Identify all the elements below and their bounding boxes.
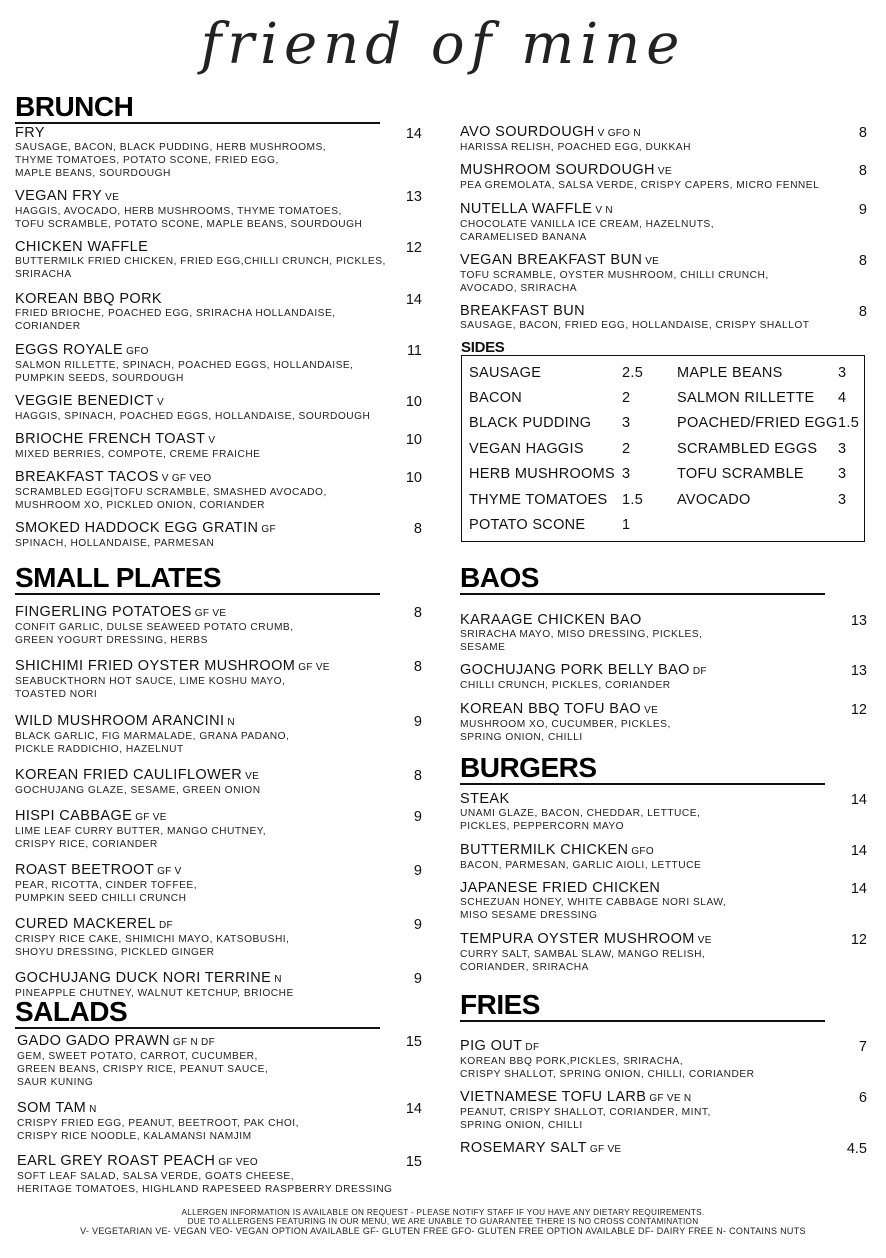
- menu-item: [460, 163, 819, 192]
- side-item-name: THYME TOMATOES: [469, 492, 608, 508]
- menu-item: [17, 1034, 268, 1089]
- menu-item-description: SCRAMBLED EGG|TOFU SCRAMBLE, SMASHED AVOCADO, MUSHROOM XO, PICKLED ONION, CORIANDER: [15, 487, 327, 511]
- side-item-price: 3: [622, 415, 631, 431]
- menu-item-description: CONFIT GARLIC, DULSE SEAWEED POTATO CRUMB, GREEN YOGURT DRESSING, HERBS: [15, 622, 294, 646]
- menu-item-description: GEM, SWEET POTATO, CARROT, CUCUMBER, GREEN BEANS, CRISPY RICE, PEANUT SAUCE, SAUR KUNING: [17, 1051, 269, 1088]
- side-item-price: 3: [838, 365, 847, 381]
- menu-item-description: CURRY SALT, SAMBAL SLAW, MANGO RELISH, CORIANDER, SRIRACHA: [460, 949, 706, 973]
- menu-item-price: 12: [850, 702, 867, 718]
- menu-item-name: SOM TAM N: [17, 1100, 97, 1116]
- menu-item: [460, 702, 671, 744]
- menu-item-price: 14: [405, 1101, 422, 1117]
- side-item-price: 3: [838, 441, 847, 457]
- menu-item: [15, 768, 261, 797]
- menu-item-price: 10: [405, 432, 422, 448]
- menu-item-name: BREAKFAST BUN: [460, 303, 585, 319]
- menu-item: [460, 304, 810, 332]
- menu-item-description: MUSHROOM XO, CUCUMBER, PICKLES, SPRING ONION, CHILLI: [460, 719, 671, 743]
- side-item-name: SALMON RILLETTE: [677, 390, 815, 406]
- section-heading-baos: BAOS: [460, 563, 825, 595]
- menu-item-description: CRISPY RICE CAKE, SHIMICHI MAYO, KATSOBUSHI, SHOYU DRESSING, PICKLED GINGER: [15, 934, 290, 958]
- dietary-tags: VE: [645, 256, 660, 267]
- menu-item-name: FINGERLING POTATOES GF VE: [15, 604, 227, 620]
- menu-item: [460, 663, 707, 692]
- menu-item-price: 8: [858, 253, 867, 269]
- menu-item-description: SRIRACHA MAYO, MISO DRESSING, PICKLES, SESAME: [460, 629, 703, 653]
- cross-contamination-note: DUE TO ALLERGENS FEATURING IN OUR MENU, WE ARE UNABLE TO GUARANTEE THERE IS NO CROSS CONTAMINATION: [187, 1217, 699, 1226]
- side-item-price: 1: [622, 517, 631, 533]
- menu-item: [15, 809, 266, 851]
- menu-item-name: AVO SOURDOUGH V GFO N: [460, 124, 641, 140]
- menu-item: [15, 240, 386, 281]
- menu-item-name: VEGAN BREAKFAST BUN VE: [460, 252, 660, 268]
- menu-item: [15, 714, 289, 756]
- menu-item-price: 4.5: [846, 1141, 867, 1157]
- dietary-tags: N: [227, 717, 235, 728]
- menu-item: [15, 605, 294, 647]
- menu-item-description: SOFT LEAF SALAD, SALSA VERDE, GOATS CHEESE, HERITAGE TOMATOES, HIGHLAND RAPESEED RASPBERRY DRESSING: [17, 1171, 393, 1195]
- menu-item-name: EGGS ROYALE GFO: [15, 342, 149, 358]
- menu-item-name: TEMPURA OYSTER MUSHROOM VE: [460, 931, 712, 947]
- section-heading-fries: FRIES: [460, 990, 825, 1022]
- menu-item: [15, 521, 276, 550]
- menu-item: [15, 470, 327, 512]
- menu-item: [15, 189, 362, 231]
- menu-item-description: SAUSAGE, BACON, BLACK PUDDING, HERB MUSHROOMS, THYME TOMATOES, POTATO SCONE, FRIED EGG, MAPLE BEANS, SOURDOUGH: [15, 142, 327, 179]
- menu-item: [460, 1141, 621, 1157]
- menu-item-description: BACON, PARMESAN, GARLIC AIOLI, LETTUCE: [460, 860, 702, 871]
- menu-item-price: 8: [413, 768, 422, 784]
- dietary-tags: GF N DF: [172, 1037, 215, 1048]
- menu-item-name: BREAKFAST TACOS V GF VEO: [15, 469, 212, 485]
- menu-item-price: 9: [413, 917, 422, 933]
- menu-item-price: 8: [858, 125, 867, 141]
- dietary-tags: V: [208, 435, 216, 446]
- dietary-tags: GF V: [157, 866, 182, 877]
- dietary-tags: DF: [525, 1042, 540, 1053]
- menu-item-price: 14: [405, 126, 422, 142]
- menu-item-description: CRISPY FRIED EGG, PEANUT, BEETROOT, PAK CHOI, CRISPY RICE NOODLE, KALAMANSI NAMJIM: [17, 1118, 299, 1142]
- side-item-price: 1.5: [622, 492, 644, 508]
- allergen-note: ALLERGEN INFORMATION IS AVAILABLE ON REQUEST - PLEASE NOTIFY STAFF IF YOU HAVE ANY DIETARY REQUIREMENTS.: [181, 1208, 705, 1217]
- side-item-price: 3: [838, 492, 847, 508]
- menu-item-price: 8: [413, 659, 422, 675]
- menu-item: [460, 253, 769, 295]
- menu-item-description: CHOCOLATE VANILLA ICE CREAM, HAZELNUTS, CARAMELISED BANANA: [460, 219, 715, 243]
- section-heading-brunch: BRUNCH: [15, 92, 380, 124]
- dietary-tags: GF: [261, 524, 276, 535]
- side-item-name: TOFU SCRAMBLE: [677, 466, 804, 482]
- menu-item-name: HISPI CABBAGE GF VE: [15, 808, 167, 824]
- menu-item-description: PEANUT, CRISPY SHALLOT, CORIANDER, MINT, SPRING ONION, CHILLI: [460, 1107, 711, 1131]
- menu-item-price: 9: [413, 714, 422, 730]
- menu-item-price: 15: [405, 1154, 422, 1170]
- menu-item-price: 12: [850, 932, 867, 948]
- restaurant-logo: friend of mine: [200, 12, 686, 77]
- menu-item-description: PINEAPPLE CHUTNEY, WALNUT KETCHUP, BRIOCHE: [15, 988, 294, 999]
- menu-item-price: 14: [850, 881, 867, 897]
- sides-box: [461, 355, 865, 542]
- dietary-tags: V GFO N: [597, 128, 641, 139]
- menu-item-price: 13: [850, 613, 867, 629]
- menu-item-price: 15: [405, 1034, 422, 1050]
- menu-item-description: SCHEZUAN HONEY, WHITE CABBAGE NORI SLAW, MISO SESAME DRESSING: [460, 897, 727, 921]
- section-heading-small-plates: SMALL PLATES: [15, 563, 380, 595]
- menu-item-description: LIME LEAF CURRY BUTTER, MANGO CHUTNEY, CRISPY RICE, CORIANDER: [15, 826, 267, 850]
- section-heading-salads: SALADS: [15, 997, 380, 1029]
- menu-item-price: 10: [405, 470, 422, 486]
- side-item-price: 3: [622, 466, 631, 482]
- menu-item: [17, 1154, 392, 1196]
- menu-item-description: MIXED BERRIES, COMPOTE, CREME FRAICHE: [15, 449, 261, 460]
- dietary-tags: VE: [644, 705, 659, 716]
- menu-item-description: GOCHUJANG GLAZE, SESAME, GREEN ONION: [15, 785, 261, 796]
- side-item-name: VEGAN HAGGIS: [469, 441, 584, 457]
- side-item-price: 2.5: [622, 365, 644, 381]
- dietary-tags: GF VE: [194, 608, 227, 619]
- dietary-tags: DF: [158, 920, 173, 931]
- menu-item-description: SAUSAGE, BACON, FRIED EGG, HOLLANDAISE, CRISPY SHALLOT: [460, 320, 810, 331]
- menu-item-description: HAGGIS, SPINACH, POACHED EGGS, HOLLANDAISE, SOURDOUGH: [15, 411, 371, 422]
- side-item-name: SCRAMBLED EGGS: [677, 441, 818, 457]
- dietary-tags: GF VEO: [218, 1157, 258, 1168]
- menu-item-description: KOREAN BBQ PORK,PICKLES, SRIRACHA, CRISPY SHALLOT, SPRING ONION, CHILLI, CORIANDER: [460, 1056, 755, 1080]
- menu-item-description: UNAMI GLAZE, BACON, CHEDDAR, LETTUCE, PICKLES, PEPPERCORN MAYO: [460, 808, 701, 832]
- dietary-tags: V: [156, 397, 164, 408]
- dietary-tags: V N: [595, 205, 613, 216]
- side-item-name: POACHED/FRIED EGG: [677, 415, 838, 431]
- menu-item: [15, 394, 370, 423]
- menu-item-name: WILD MUSHROOM ARANCINI N: [15, 713, 235, 729]
- dietary-tags: DF: [692, 666, 707, 677]
- menu-item-description: BUTTERMILK FRIED CHICKEN, FRIED EGG,CHILLI CRUNCH, PICKLES, SRIRACHA: [15, 256, 386, 280]
- dietary-tags: GF VE: [135, 812, 167, 823]
- side-item-price: 1.5: [838, 415, 860, 431]
- menu-item-name: GOCHUJANG DUCK NORI TERRINE N: [15, 970, 282, 986]
- dietary-tags: GF VE: [298, 662, 330, 673]
- side-item-price: 2: [622, 441, 631, 457]
- menu-item-name: STEAK: [460, 791, 510, 807]
- menu-item-description: PEAR, RICOTTA, CINDER TOFFEE, PUMPKIN SEED CHILLI CRUNCH: [15, 880, 198, 904]
- menu-item-name: EARL GREY ROAST PEACH GF VEO: [17, 1153, 258, 1169]
- menu-item: [460, 613, 702, 654]
- side-item-name: BACON: [469, 390, 523, 406]
- menu-item-name: VIETNAMESE TOFU LARB GF VE N: [460, 1089, 692, 1105]
- menu-item: [15, 659, 330, 701]
- menu-item-description: FRIED BRIOCHE, POACHED EGG, SRIRACHA HOLLANDAISE, CORIANDER: [15, 308, 336, 332]
- menu-item-name: KOREAN BBQ PORK: [15, 291, 163, 307]
- side-item-name: SAUSAGE: [469, 365, 542, 381]
- menu-item-description: HARISSA RELISH, POACHED EGG, DUKKAH: [460, 142, 691, 153]
- menu-item-price: 13: [850, 663, 867, 679]
- menu-item-description: SEABUCKTHORN HOT SAUCE, LIME KOSHU MAYO, TOASTED NORI: [15, 676, 286, 700]
- menu-item-price: 8: [413, 521, 422, 537]
- dietary-tags: VE: [105, 192, 120, 203]
- menu-item-price: 14: [850, 843, 867, 859]
- menu-item: [15, 343, 354, 385]
- side-item-price: 3: [838, 466, 847, 482]
- menu-item-name: PIG OUT DF: [460, 1038, 540, 1054]
- menu-item: [460, 202, 714, 244]
- menu-item: [460, 1090, 711, 1132]
- menu-item: [15, 863, 197, 905]
- menu-item-name: NUTELLA WAFFLE V N: [460, 201, 613, 217]
- menu-item: [15, 971, 294, 1000]
- side-item-name: MAPLE BEANS: [677, 365, 783, 381]
- menu-item: [460, 792, 700, 833]
- menu-item-name: GADO GADO PRAWN GF N DF: [17, 1033, 215, 1049]
- menu-item-name: BUTTERMILK CHICKEN GFO: [460, 842, 654, 858]
- dietary-tags: GFO: [631, 846, 654, 857]
- menu-item-price: 9: [413, 809, 422, 825]
- menu-item-name: SMOKED HADDOCK EGG GRATIN GF: [15, 520, 276, 536]
- menu-item-description: BLACK GARLIC, FIG MARMALADE, GRANA PADANO, PICKLE RADDICHIO, HAZELNUT: [15, 731, 290, 755]
- menu-item-price: 11: [406, 343, 422, 359]
- menu-item-name: ROSEMARY SALT GF VE: [460, 1140, 622, 1156]
- section-heading-sides: SIDES: [461, 339, 505, 356]
- menu-item-name: JAPANESE FRIED CHICKEN: [460, 880, 661, 896]
- menu-item: [15, 126, 326, 180]
- menu-item: [460, 843, 701, 872]
- menu-item-name: SHICHIMI FRIED OYSTER MUSHROOM GF VE: [15, 658, 330, 674]
- menu-item-name: FRY: [15, 125, 45, 141]
- dietary-tags: VE: [245, 771, 260, 782]
- side-item-price: 2: [622, 390, 631, 406]
- menu-item-name: BRIOCHE FRENCH TOAST V: [15, 431, 216, 447]
- menu-item-name: VEGAN FRY VE: [15, 188, 120, 204]
- menu-item-name: MUSHROOM SOURDOUGH VE: [460, 162, 672, 178]
- menu-item-description: TOFU SCRAMBLE, OYSTER MUSHROOM, CHILLI CRUNCH, AVOCADO, SRIRACHA: [460, 270, 769, 294]
- menu-item-name: ROAST BEETROOT GF V: [15, 862, 182, 878]
- menu-item-price: 9: [413, 863, 422, 879]
- menu-item: [460, 1039, 754, 1081]
- menu-item-price: 10: [405, 394, 422, 410]
- dietary-tags: GFO: [126, 346, 149, 357]
- side-item-name: POTATO SCONE: [469, 517, 586, 533]
- menu-item: [460, 932, 712, 974]
- menu-item-price: 9: [858, 202, 867, 218]
- side-item-name: AVOCADO: [677, 492, 751, 508]
- menu-item-name: KOREAN FRIED CAULIFLOWER VE: [15, 767, 260, 783]
- menu-item-description: CHILLI CRUNCH, PICKLES, CORIANDER: [460, 680, 671, 691]
- dietary-tags: VE: [697, 935, 712, 946]
- menu-item-price: 8: [413, 605, 422, 621]
- menu-item-price: 12: [405, 240, 422, 256]
- dietary-tags: GF VE N: [649, 1093, 692, 1104]
- menu-item-name: KARAAGE CHICKEN BAO: [460, 612, 642, 628]
- menu-item-description: PEA GREMOLATA, SALSA VERDE, CRISPY CAPERS, MICRO FENNEL: [460, 180, 820, 191]
- menu-item-price: 14: [405, 292, 422, 308]
- menu-item-price: 7: [858, 1039, 867, 1055]
- menu-item-price: 6: [858, 1090, 867, 1106]
- menu-item-name: GOCHUJANG PORK BELLY BAO DF: [460, 662, 707, 678]
- dietary-tags: N: [274, 974, 282, 985]
- dietary-tags: N: [89, 1104, 97, 1115]
- menu-item-price: 13: [405, 189, 422, 205]
- menu-item-price: 9: [413, 971, 422, 987]
- section-heading-burgers: BURGERS: [460, 753, 825, 785]
- menu-item: [15, 292, 336, 333]
- dietary-key: V- VEGETARIAN VE- VEGAN VEO- VEGAN OPTION AVAILABLE GF- GLUTEN FREE GFO- GLUTEN FREE OPTION AVAILABLE DF- DAIRY FREE N- CONTAINS NUTS: [80, 1226, 806, 1236]
- dietary-tags: VE: [657, 166, 672, 177]
- menu-item-name: CURED MACKEREL DF: [15, 916, 173, 932]
- side-item-name: HERB MUSHROOMS: [469, 466, 615, 482]
- menu-item-name: VEGGIE BENEDICT V: [15, 393, 164, 409]
- menu-item: [17, 1101, 299, 1143]
- side-item-price: 4: [838, 390, 847, 406]
- dietary-tags: GF VE: [589, 1144, 622, 1155]
- menu-item-description: SALMON RILLETTE, SPINACH, POACHED EGGS, HOLLANDAISE, PUMPKIN SEEDS, SOURDOUGH: [15, 360, 354, 384]
- menu-item: [15, 917, 289, 959]
- menu-item: [460, 125, 691, 154]
- menu-item-price: 8: [858, 163, 867, 179]
- menu-item-price: 14: [850, 792, 867, 808]
- menu-item-name: CHICKEN WAFFLE: [15, 239, 149, 255]
- menu-item-description: HAGGIS, AVOCADO, HERB MUSHROOMS, THYME TOMATOES, TOFU SCRAMBLE, POTATO SCONE, MAPLE BEANS, SOURDOUGH: [15, 206, 363, 230]
- menu-item: [15, 432, 260, 461]
- menu-item-description: SPINACH, HOLLANDAISE, PARMESAN: [15, 538, 215, 549]
- side-item-name: BLACK PUDDING: [469, 415, 592, 431]
- menu-item-price: 8: [858, 304, 867, 320]
- menu-item-name: KOREAN BBQ TOFU BAO VE: [460, 701, 659, 717]
- dietary-tags: V GF VEO: [161, 473, 212, 484]
- menu-item: [460, 881, 726, 922]
